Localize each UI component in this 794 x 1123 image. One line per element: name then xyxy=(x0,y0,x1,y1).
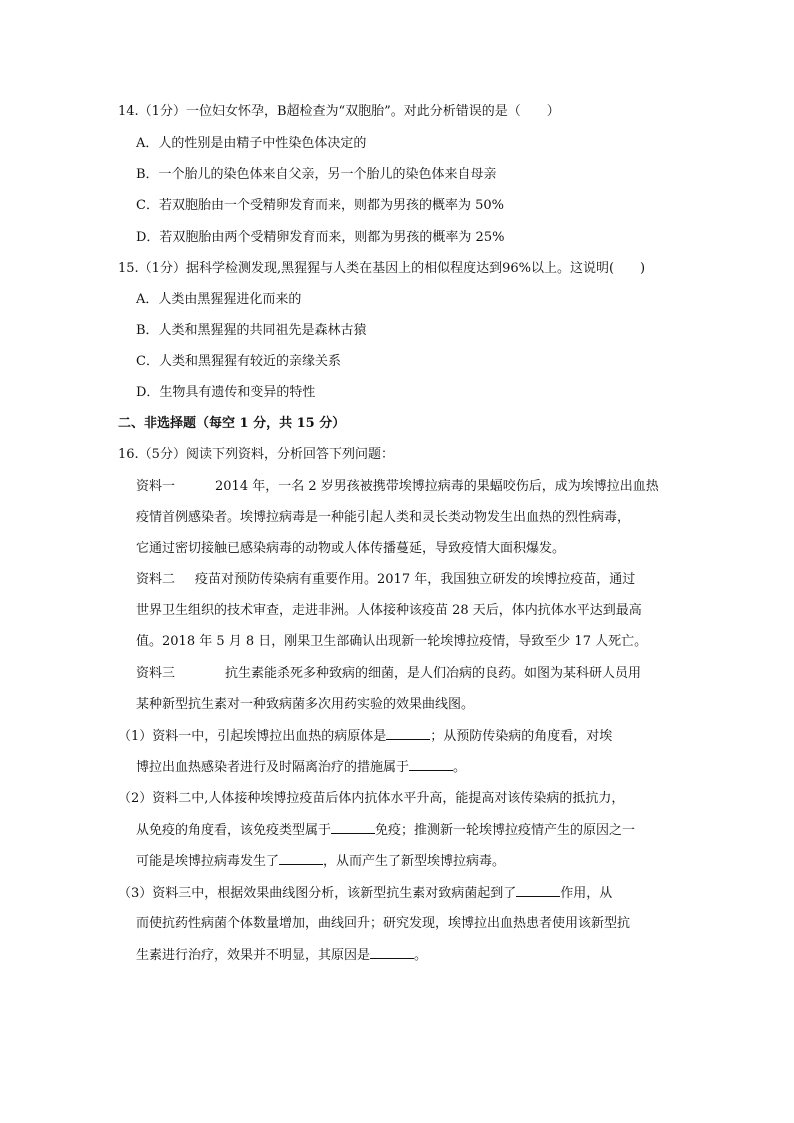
question-14-option-a: A．人的性别是由精子中性染色体决定的 xyxy=(136,136,367,151)
section-2-title: 二、非选择题（每空 1 分，共 15 分） xyxy=(118,416,346,431)
material-1-text: 2014 年，一名 2 岁男孩被携带埃博拉病毒的果蝠咬伤后，成为埃博拉出血热 xyxy=(215,479,659,494)
answer-blank-3[interactable] xyxy=(331,821,375,834)
sub-question-1-line-2: 博拉出血热感染者进行及时隔离治疗的措施属于 。 xyxy=(136,760,467,775)
question-14-option-c: C．若双胞胎由一个受精卵发育而来，则都为男孩的概率为 50% xyxy=(136,198,504,213)
sub-question-2-line-2: 从免疫的角度看，该免疫类型属于 免疫；推测新一轮埃博拉疫情产生的原因之一 xyxy=(136,823,636,838)
material-3-line-2: 某种新型抗生素对一种致病菌多次用药实验的效果曲线图。 xyxy=(136,697,475,712)
question-14-option-b: B．一个胎儿的染色体来自父亲，另一个胎儿的染色体来自母亲 xyxy=(136,167,497,182)
answer-blank-1[interactable] xyxy=(386,727,430,740)
material-3-line-1 xyxy=(136,665,678,683)
material-3-text: 抗生素能杀死多种致病的细菌，是人们冶病的良药。如图为某科研人员用 xyxy=(225,666,642,681)
answer-blank-5[interactable] xyxy=(516,884,560,897)
question-14-option-d: D．若双胞胎由两个受精卵发育而来，则都为男孩的概率为 25% xyxy=(136,230,505,245)
material-1-line-2: 疫情首例感染者。埃博拉病毒是一种能引起人类和灵长类动物发生出血热的烈性病毒， xyxy=(136,510,631,525)
answer-blank-2[interactable] xyxy=(409,758,453,771)
material-1-line-3: 它通过密切接触已感染病毒的动物或人体传播蔓延，导致疫情大面积爆发。 xyxy=(136,541,566,556)
sub-question-2-line-3: 可能是埃博拉病毒发生了 ，从而产生了新型埃博拉病毒。 xyxy=(136,854,506,869)
question-15-option-b: B．人类和黑猩猩的共同祖先是森林古猿 xyxy=(136,323,367,338)
answer-blank-4[interactable] xyxy=(279,852,323,865)
material-2-line-2: 世界卫生组织的技术审查，走进非洲。人体接种该疫苗 28 天后，体内抗体水平达到最高 xyxy=(136,603,642,618)
answer-blank-6[interactable] xyxy=(370,946,414,959)
question-15-option-c: C．人类和黑猩猩有较近的亲缘关系 xyxy=(136,354,341,369)
question-15-option-a: A．人类由黑猩猩进化而来的 xyxy=(136,292,302,307)
question-15-stem: 15.（1分）据科学检测发现,黑猩猩与人类在基因上的相似程度达到96%以上。这说明( ) xyxy=(118,261,646,276)
sub-question-2-line-1: （2）资料二中,人体接种埃博拉疫苗后体内抗体水平升高，能提高对该传染病的抵抗力， xyxy=(118,791,625,806)
question-16-stem: 16.（5分）阅读下列资料，分析回答下列问题： xyxy=(118,447,394,462)
material-3-label: 资料三 xyxy=(136,666,176,681)
material-2-label: 资料二 xyxy=(136,572,176,587)
material-2-line-3: 值。2018 年 5 月 8 日，刚果卫生部确认出现新一轮埃博拉疫情，导致至少 17 人死亡。 xyxy=(136,634,648,649)
material-2-line-1 xyxy=(136,571,678,589)
sub-question-3-line-3: 生素进行治疗，效果并不明显，其原因是 。 xyxy=(136,948,428,963)
sub-question-3-line-2: 而使抗药性病菌个体数量增加，曲线回升；研究发现，埃博拉出血热患者使用该新型抗 xyxy=(136,916,631,931)
sub-question-3-line-1: （3）资料三中，根据效果曲线图分析，该新型抗生素对致病菌起到了 作用，从 xyxy=(118,886,613,901)
material-1-line-1 xyxy=(136,478,678,496)
question-15-option-d: D．生物具有遗传和变异的特性 xyxy=(136,385,316,400)
material-2-text: 疫苗对预防传染病有重要作用。2017 年，我国独立研发的埃博拉疫苗，通过 xyxy=(195,572,636,587)
material-1-label: 资料一 xyxy=(136,479,176,494)
question-14-stem: 14.（1分）一位妇女怀孕，B超检查为“双胞胎”。对此分析错误的是（ ） xyxy=(118,104,560,119)
sub-question-1-line-1: （1）资料一中，引起埃博拉出血热的病原体是 ；从预防传染病的角度看，对埃 xyxy=(118,729,613,744)
